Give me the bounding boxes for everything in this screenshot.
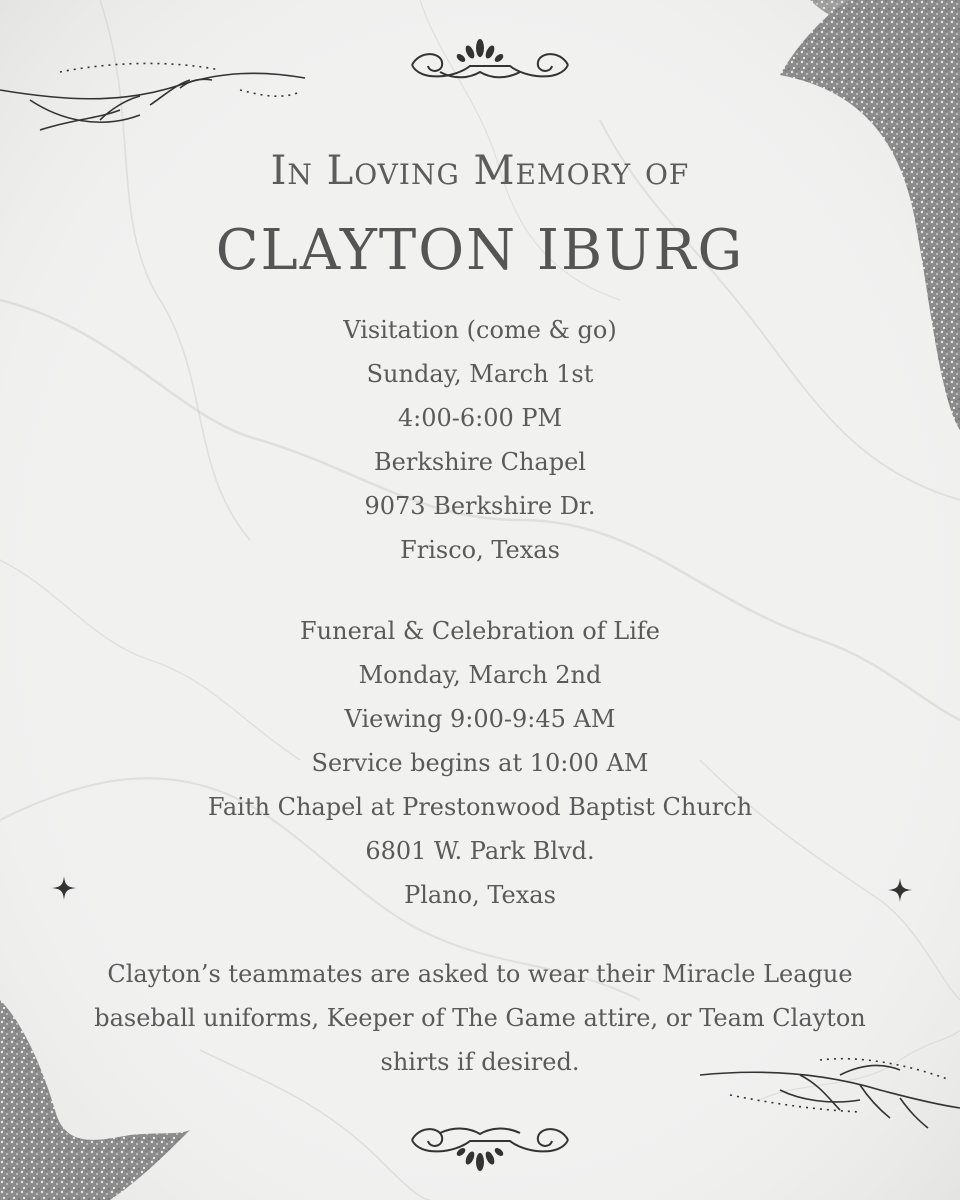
memorial-heading: In Loving Memory of: [270, 148, 690, 194]
sparkle-icon: [52, 876, 76, 900]
viewing-time: Viewing 9:00-9:45 AM: [344, 705, 616, 733]
service-time: Service begins at 10:00 AM: [311, 749, 649, 777]
funeral-city: Plano, Texas: [404, 881, 556, 909]
visitation-city: Frisco, Texas: [400, 536, 560, 564]
visitation-venue: Berkshire Chapel: [374, 448, 586, 476]
visitation-time: 4:00-6:00 PM: [397, 404, 563, 432]
visitation-title: Visitation (come & go): [343, 316, 617, 344]
sparkle-icon: [888, 878, 912, 902]
funeral-address: 6801 W. Park Blvd.: [365, 837, 595, 865]
funeral-title: Funeral & Celebration of Life: [300, 617, 660, 645]
visitation-date: Sunday, March 1st: [366, 360, 594, 388]
attire-note: Clayton’s teammates are asked to wear their Miracle League baseball uniforms, Keeper of The Game attire, or Team Clayton shirts if desired.: [94, 960, 866, 1076]
visitation-address: 9073 Berkshire Dr.: [364, 492, 596, 520]
funeral-details: [0, 609, 960, 917]
funeral-venue: Faith Chapel at Prestonwood Baptist Church: [207, 793, 753, 821]
funeral-date: Monday, March 2nd: [358, 661, 602, 689]
deceased-name: CLAYTON IBURG: [215, 218, 745, 283]
visitation-details: [0, 308, 960, 572]
